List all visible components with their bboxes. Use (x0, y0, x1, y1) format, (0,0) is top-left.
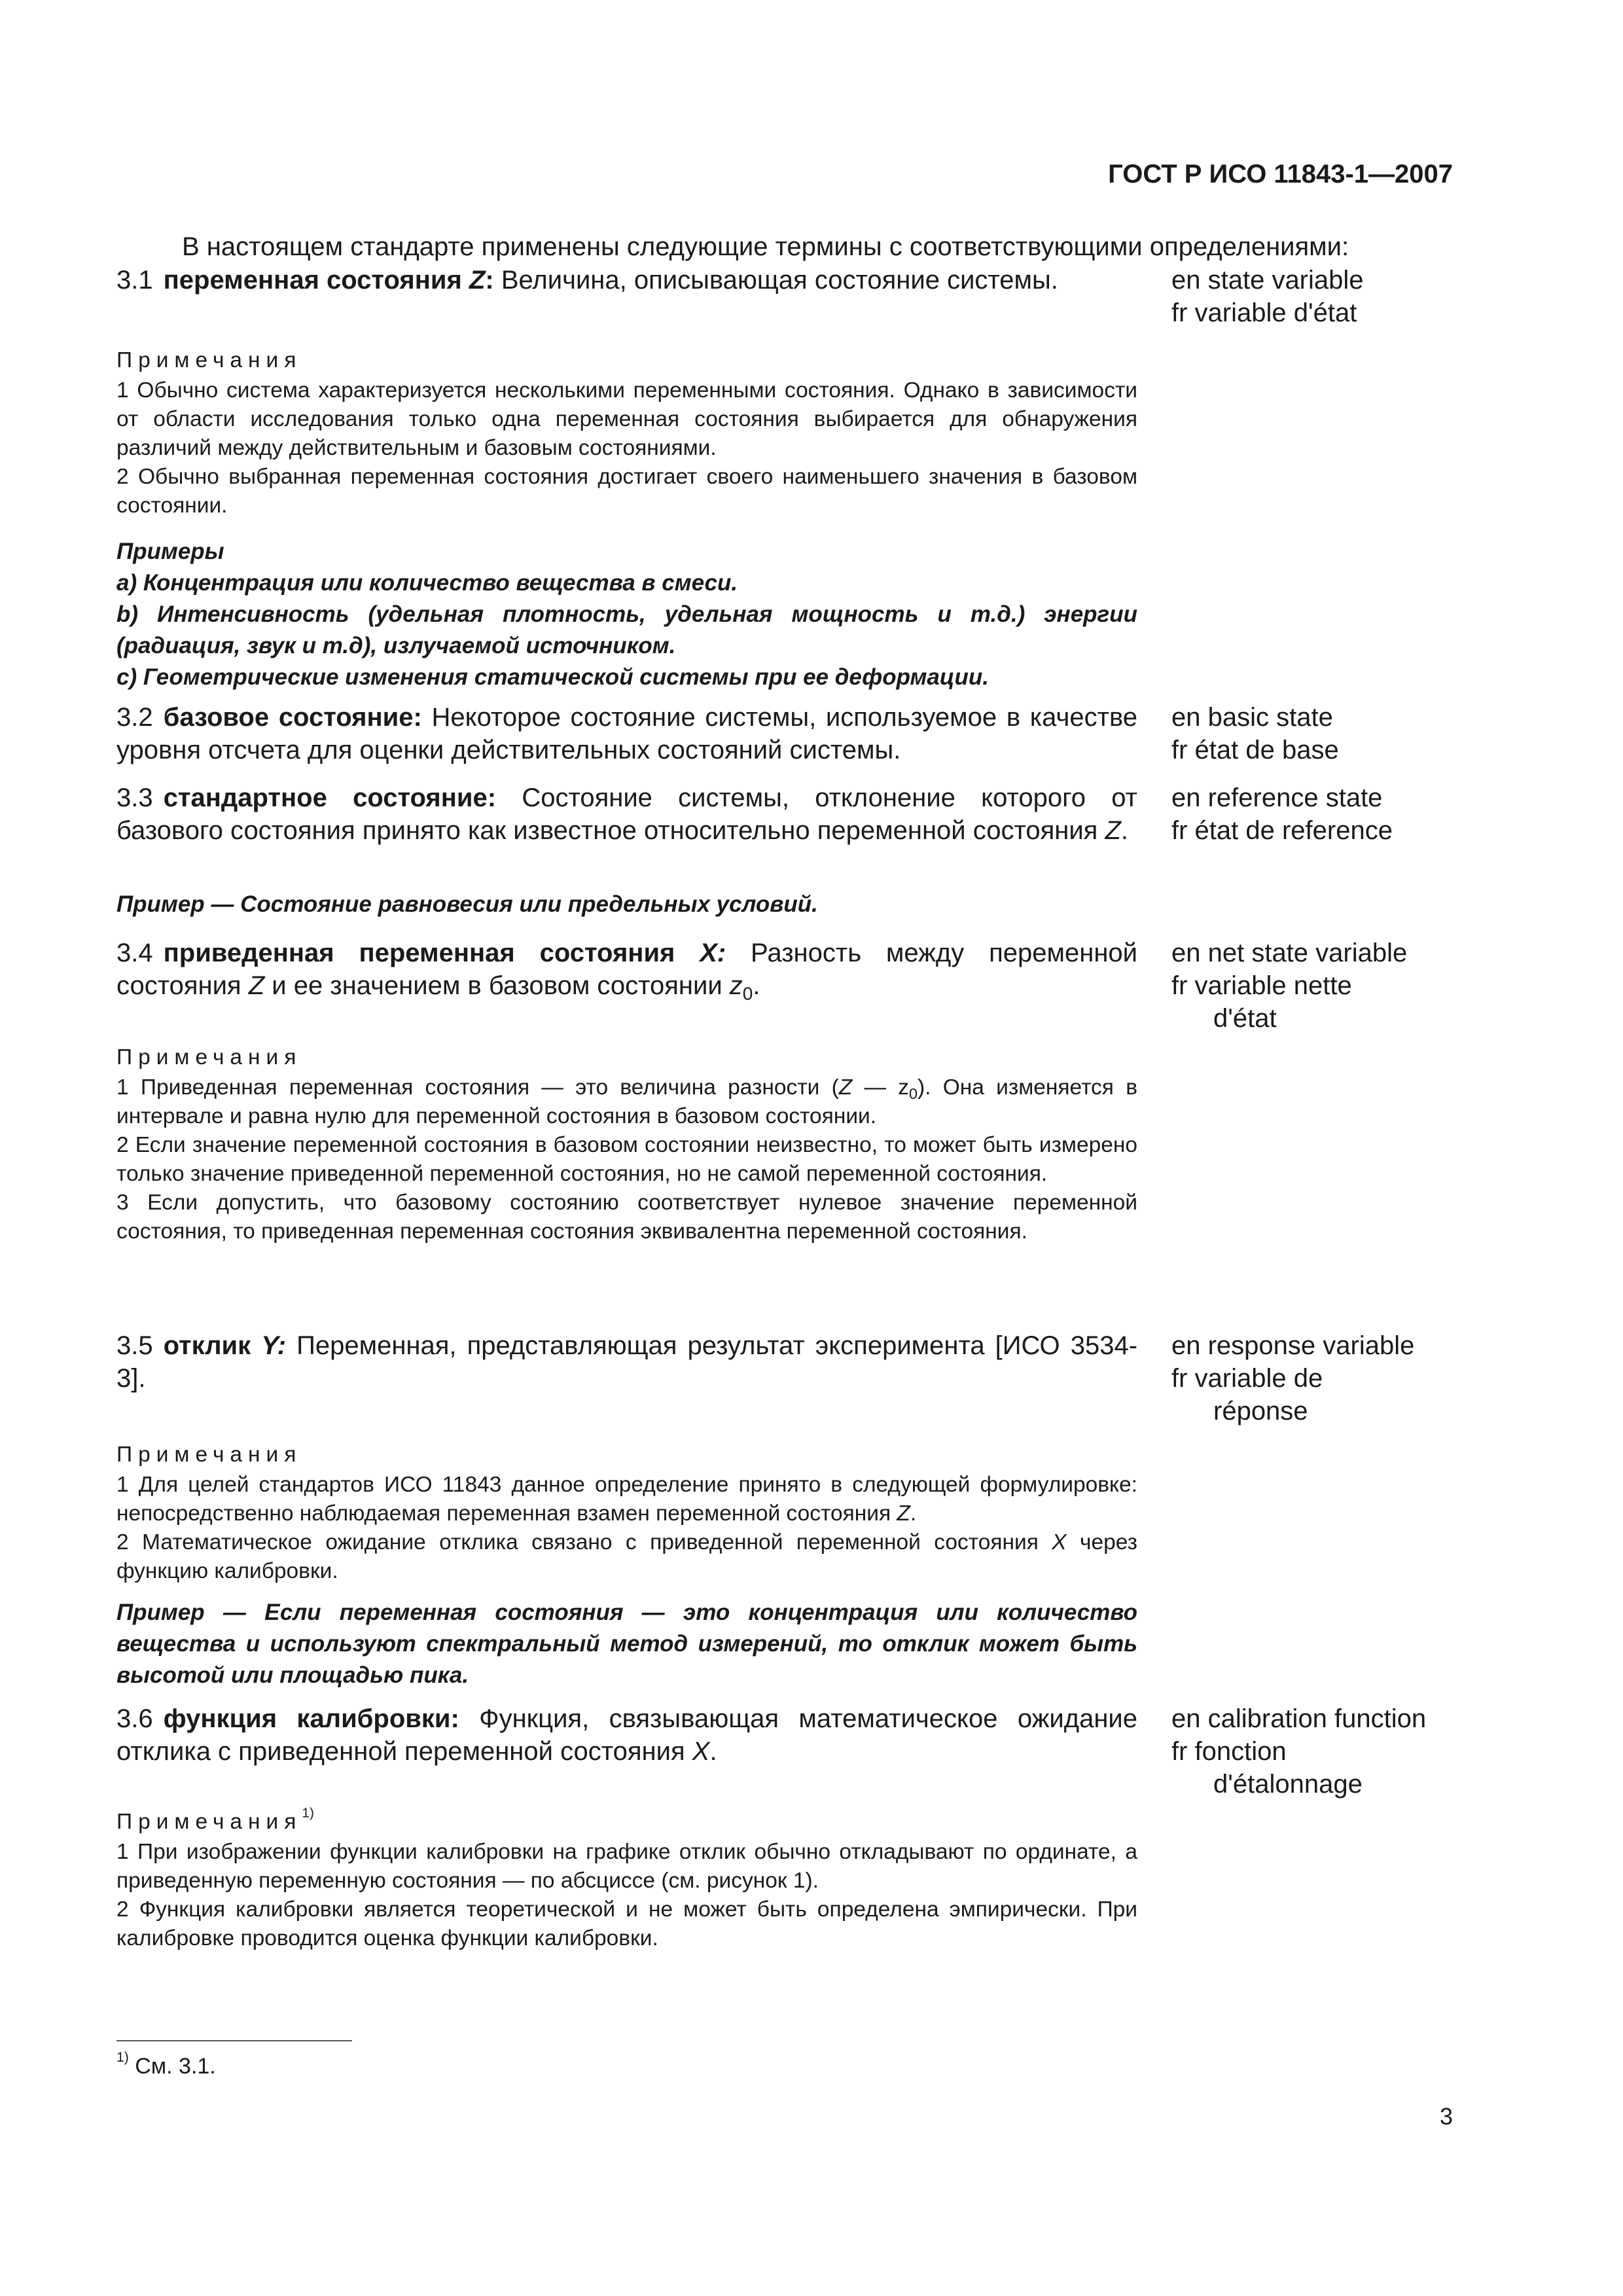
footnote-divider (116, 2040, 352, 2041)
term-name: функция калибровки: (163, 1704, 459, 1733)
translation-en: en calibration function (1171, 1704, 1427, 1733)
term-name: отклик (163, 1331, 262, 1360)
example-item: с) Геометрические изменения статической системы при ее деформации. (116, 664, 989, 690)
notes-heading: Примечания (116, 348, 302, 372)
example-item: b) Интенсивность (удельная плотность, удельная мощность и т.д.) энергии (радиация, звук и т.д), излучаемой источником. (116, 601, 1137, 658)
term-definition: Функция, связывающая математическое ожидание отклика с приведенной переменной состояния (116, 1704, 1137, 1766)
term-3-1: 3.1 переменная состояния Z: Величина, описывающая состояние системы. (116, 266, 1058, 295)
translation-fr: fr variable nette (1171, 971, 1352, 1000)
translation-en: en reference state (1171, 783, 1383, 812)
term-symbol: Z (469, 266, 486, 295)
notes-heading: Примечания$^{1)}$ (116, 1805, 314, 1834)
note: 3 Если допустить, что базовому состоянию соответствует нулевое значение переменной состояния, то приведенная переменная состояния эквивалентна переменной состояния. (116, 1191, 1137, 1244)
example-item: а) Концентрация или количество вещества в смеси. (116, 570, 738, 596)
examples-heading: Примеры (116, 539, 224, 564)
notes-heading: Примечания (116, 1443, 302, 1467)
translation-fr-continued: réponse (1213, 1397, 1308, 1426)
example-text: Пример — Состояние равновесия или предельных условий. (116, 891, 818, 917)
term-name: стандартное состояние: (163, 783, 497, 812)
term-name: приведенная переменная состояния (163, 939, 700, 967)
note: 1 Приведенная переменная состояния — это величина разности (Z — $z_0$). Она изменяется в интервале и равна нулю для переменной состояния в базовом состоянии. (116, 1075, 1137, 1128)
term-3-4-translations (1171, 937, 1472, 1035)
term-3-6-notes (116, 1806, 1137, 1953)
term-definition: Состояние системы, отклонение которого от базового состояния принято как известное относительно переменной состояния (116, 783, 1137, 845)
note: 2 Обычно выбранная переменная состояния достигает своего наименьшего значения в базовом состоянии. (116, 465, 1137, 518)
term-3-2-translations (1171, 701, 1472, 766)
translation-fr-continued: d'état (1213, 1004, 1277, 1033)
note: 2 Если значение переменной состояния в базовом состоянии неизвестно, то может быть измерено только значение приведенной переменной состояния, но не самой переменной состояния. (116, 1133, 1137, 1186)
term-3-2: 3.2 базовое состояние: Некоторое состояние системы, используемое в качестве уровня отсчета для оценки действительных состояний системы. (116, 703, 1138, 764)
footnote-marker: 1) (116, 2050, 129, 2066)
translation-fr-continued: d'étalonnage (1213, 1770, 1363, 1799)
term-3-1-translations (1171, 264, 1472, 329)
note: 1 При изображении функции калибровки на графике отклик обычно откладывают по ординате, а приведенную переменную состояния — по абсциссе (см. рисунок 1). (116, 1840, 1137, 1893)
term-symbol: Y: (261, 1331, 287, 1360)
intro-text: В настоящем стандарте применены следующие термины с соответствующими определениями: (182, 232, 1349, 261)
translation-en: en state variable (1171, 266, 1364, 295)
footnote-text: См. 3.1. (128, 2054, 216, 2079)
term-symbol: X (700, 939, 717, 967)
term-3-3: 3.3 стандартное состояние: Состояние системы, отклонение которого от базового состояния принято как известное относительно переменной состояния Z. (116, 783, 1137, 845)
term-3-4: 3.4 приведенная переменная состояния X: Разность между переменной состояния Z и ее значением в базовом состоянии $z_0$. (116, 939, 1137, 1004)
term-definition: Переменная, представляющая результат эксперимента [ИСО 3534-3]. (116, 1331, 1138, 1393)
term-definition: Некоторое состояние системы, используемое в качестве уровня отсчета для оценки действительных состояний системы. (116, 703, 1138, 764)
note: 1 Обычно система характеризуется несколькими переменными состояния. Однако в зависимости от области исследования только одна переменная состояния выбирается для обнаружения различий между действительным и базовым состояниями. (116, 378, 1137, 460)
term-3-5-example (116, 1597, 1137, 1691)
term-3-1-notes (116, 345, 1137, 520)
translation-fr: fr fonction (1171, 1737, 1287, 1766)
term-3-4-notes (116, 1042, 1137, 1246)
notes-heading: Примечания (116, 1045, 302, 1069)
footnote (116, 2052, 216, 2081)
translation-fr: fr état de base (1171, 736, 1339, 764)
example-text: Пример — Если переменная состояния — это концентрация или количество вещества и используют спектральный метод измерений, то отклик может быть высотой или площадью пика. (116, 1600, 1137, 1688)
term-name: базовое состояние: (163, 703, 422, 732)
term-3-6: 3.6 функция калибровки: Функция, связывающая математическое ожидание отклика с приведенной переменной состояния X. (116, 1704, 1137, 1766)
page-number: 3 (1439, 2103, 1453, 2130)
term-3-3-translations (1171, 781, 1472, 847)
term-3-5: 3.5 отклик Y: Переменная, представляющая результат эксперимента [ИСО 3534-3]. (116, 1331, 1138, 1393)
term-3-1-examples (116, 536, 1137, 693)
document-code: ГОСТ Р ИСО 11843-1—2007 (1108, 160, 1453, 188)
term-definition: Величина, описывающая состояние системы. (493, 266, 1058, 295)
footnote-ref: 1) (302, 1805, 314, 1821)
note: 2 Функция калибровки является теоретической и не может быть определена эмпирически. При калибровке проводится оценка функции калибровки. (116, 1897, 1137, 1950)
term-name: переменная состояния (163, 266, 469, 295)
translation-fr: fr variable de (1171, 1364, 1323, 1393)
term-3-6-translations (1171, 1702, 1472, 1801)
translation-en: en basic state (1171, 703, 1333, 732)
translation-en: en net state variable (1171, 939, 1408, 967)
term-3-5-notes (116, 1439, 1137, 1586)
translation-fr: fr état de reference (1171, 816, 1393, 845)
term-3-5-translations (1171, 1329, 1472, 1427)
note: 2 Математическое ожидание отклика связано с приведенной переменной состояния X через функцию калибровки. (116, 1530, 1137, 1583)
translation-en: en response variable (1171, 1331, 1415, 1360)
note: 1 Для целей стандартов ИСО 11843 данное определение принято в следующей формулировке: непосредственно наблюдаемая переменная взамен переменной состояния Z. (116, 1473, 1137, 1526)
translation-fr: fr variable d'état (1171, 298, 1357, 327)
term-3-3-example (116, 889, 1137, 920)
